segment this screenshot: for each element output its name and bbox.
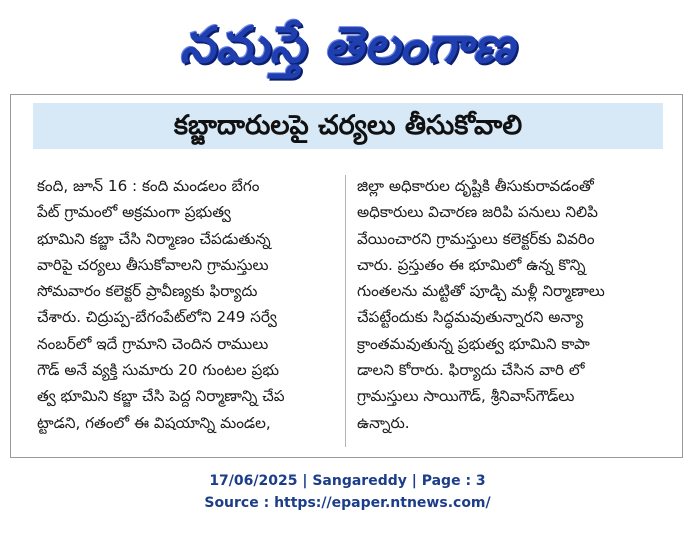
article-line: నంబర్‌లో ఇదే గ్రామాని చెందిన రాములు	[37, 334, 269, 353]
newspaper-masthead	[0, 6, 695, 84]
article-line: వారిపై చర్యలు తీసుకోవాలని గ్రామస్తులు	[37, 255, 269, 274]
column-divider	[345, 175, 346, 447]
article-line: చేశారు. చిద్రుప్ప-బేగంపేట్‌లోని 249 సర్వే	[37, 308, 277, 327]
article-headline: కబ్జాదారులపై చర్యలు తీసుకోవాలి	[173, 110, 523, 141]
article-line: పేట్ గ్రామంలో అక్రమంగా ప్రభుత్వ	[37, 203, 231, 222]
article-line: గుంతలను మట్టితో పూడ్చి మళ్లీ నిర్మాణాలు	[357, 282, 605, 301]
news-clipping	[10, 94, 683, 458]
article-line: చారు. ప్రస్తుతం ఈ భూమిలో ఉన్న కొన్ని	[357, 255, 586, 274]
masthead-title: నమస్తే తెలంగాణ	[179, 16, 516, 74]
article-line: భూమిని కబ్జా చేసి నిర్మాణం చేపడుతున్న	[37, 229, 271, 248]
article-line: చేపట్టేందుకు సిద్ధమవుతున్నారని అన్యా	[357, 308, 584, 327]
article-left-column	[37, 173, 333, 436]
article-line: త్వ భూమిని కబ్జా చేసి పెద్ద నిర్మాణాన్ని చేప	[37, 387, 285, 406]
edition-info: 17/06/2025 | Sangareddy | Page : 3	[209, 473, 486, 489]
article-line: గౌడ్ అనే వ్యక్తి సుమారు 20 గుంటల ప్రభు	[37, 361, 279, 380]
article-line: క్రాంతమవుతున్న ప్రభుత్వ భూమిని కాపా	[357, 334, 590, 353]
article-line: సోమవారం కలెక్టర్ ప్రావీణ్యకు ఫిర్యాదు	[37, 282, 258, 301]
headline-band	[33, 103, 663, 149]
article-line: గ్రామస్తులు సాయిగౌడ్, శ్రీనివాస్‌గౌడ్‌లు	[357, 387, 575, 406]
article-line: వేయించారని గ్రామస్తులు కలెక్టర్‌కు వివరిం	[357, 229, 595, 248]
source-footer	[0, 470, 695, 514]
article-line: ట్టాడని, గతంలో ఈ విషయాన్ని మండల,	[37, 413, 271, 432]
article-line: ఉన్నారు.	[357, 413, 410, 432]
article-right-column	[357, 173, 653, 436]
article-line: కంది, జూన్ 16 : కంది మండలం బేగం	[37, 177, 260, 195]
source-url: Source : https://epaper.ntnews.com/	[204, 495, 491, 511]
article-line: జిల్లా అధికారుల దృష్టికి తీసుకురావడంతో	[357, 177, 594, 195]
article-line: అధికారులు విచారణ జరిపి పనులు నిలిపి	[357, 203, 598, 222]
article-line: డాలని కోరారు. ఫిర్యాదు చేసిన వారి లో	[357, 361, 585, 380]
